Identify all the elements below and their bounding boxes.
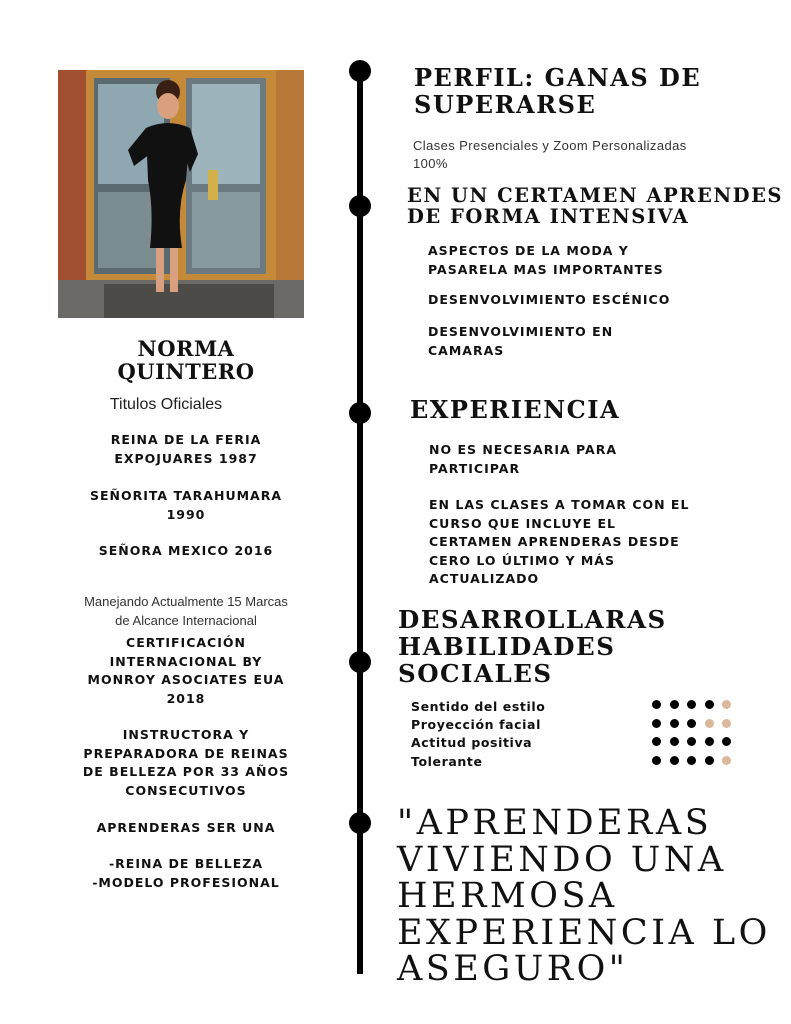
grid-dot — [670, 737, 679, 746]
habilidades-heading-line1: DESARROLLARAS — [398, 605, 667, 634]
profile-name-line2: QUINTERO — [117, 359, 255, 384]
certamen-item-3-line2: CAMARAS — [428, 343, 505, 358]
cert-line2: INTERNACIONAL BY — [109, 654, 263, 669]
grid-dot — [670, 756, 679, 765]
grid-dot — [652, 756, 661, 765]
skill-item: Tolerante — [411, 754, 483, 769]
certamen-item-3-line1: DESENVOLVIMIENTO EN — [428, 324, 614, 339]
skill-item: Proyección facial — [411, 717, 541, 732]
grid-dot — [687, 719, 696, 728]
cert-line1: CERTIFICACIÓN — [126, 635, 246, 650]
brands-line2: de Alcance Internacional — [115, 613, 257, 628]
experiencia-item-2-line4: CERO LO ÚLTIMO Y MÁS — [429, 553, 615, 568]
timeline-dot-habilidades — [349, 651, 371, 673]
skill-item: Sentido del estilo — [411, 699, 546, 714]
perfil-heading-line1: PERFIL: GANAS DE — [414, 63, 702, 92]
grid-dot — [705, 700, 714, 709]
certamen-item-2: DESENVOLVIMIENTO ESCÉNICO — [428, 292, 671, 307]
instructor-line3: DE BELLEZA POR 33 AÑOS — [82, 764, 290, 779]
title-3: SEÑORA MEXICO 2016 — [98, 543, 274, 558]
instructor-line4: CONSECUTIVOS — [125, 783, 247, 798]
timeline-dot-experiencia — [349, 402, 371, 424]
learn-item-2: -MODELO PROFESIONAL — [92, 875, 280, 890]
learn-item-1: -REINA DE BELLEZA — [108, 856, 264, 871]
skill-item: Actitud positiva — [411, 735, 533, 750]
learn-heading: APRENDERAS SER UNA — [96, 820, 276, 835]
habilidades-heading-line2: HABILIDADES — [398, 632, 616, 661]
grid-dot — [687, 737, 696, 746]
title-2-line2: 1990 — [166, 507, 206, 522]
grid-dot — [722, 719, 731, 728]
grid-dot — [652, 700, 661, 709]
habilidades-heading-line3: SOCIALES — [398, 659, 553, 688]
grid-dot — [670, 700, 679, 709]
experiencia-item-2-line3: CERTAMEN APRENDERAS DESDE — [429, 534, 680, 549]
experiencia-item-2-line5: ACTUALIZADO — [429, 571, 540, 586]
title-1-line2: EXPOJUARES 1987 — [114, 451, 258, 466]
title-2-line1: SEÑORITA TARAHUMARA — [89, 488, 283, 503]
experiencia-item-1-line1: NO ES NECESARIA PARA — [429, 442, 618, 457]
closing-quote: "APRENDERAS VIVIENDO UNA HERMOSA EXPERIENCIA LO ASEGURO" — [397, 803, 771, 989]
instructor-line1: INSTRUCTORA Y — [122, 727, 250, 742]
grid-dot — [652, 737, 661, 746]
experiencia-item-2-line1: EN LAS CLASES A TOMAR CON EL — [429, 497, 690, 512]
grid-dot — [705, 737, 714, 746]
grid-dot — [722, 737, 731, 746]
instructor-line2: PREPARADORA DE REINAS — [83, 746, 289, 761]
timeline-dot-perfil — [349, 60, 371, 82]
cert-line4: 2018 — [166, 691, 206, 706]
titles-heading: Titulos Oficiales — [109, 396, 223, 413]
cert-line3: MONROY ASOCIATES EUA — [87, 672, 285, 687]
perfil-heading-line2: SUPERARSE — [414, 90, 597, 119]
timeline-dot-quote — [349, 812, 371, 834]
profile-name-line1: NORMA — [137, 336, 235, 361]
profile-photo — [58, 70, 304, 318]
decorative-dot-grid — [652, 700, 736, 772]
certamen-heading-line2: DE FORMA INTENSIVA — [407, 205, 690, 228]
experiencia-item-1-line2: PARTICIPAR — [429, 461, 521, 476]
timeline-dot-certamen — [349, 195, 371, 217]
grid-dot — [705, 756, 714, 765]
grid-dot — [705, 719, 714, 728]
grid-dot — [687, 756, 696, 765]
grid-dot — [687, 700, 696, 709]
grid-dot — [670, 719, 679, 728]
grid-dot — [652, 719, 661, 728]
experiencia-heading: EXPERIENCIA — [410, 395, 621, 424]
grid-dot — [722, 756, 731, 765]
title-1-line1: REINA DE LA FERIA — [110, 432, 262, 447]
certamen-item-1-line1: ASPECTOS DE LA MODA Y — [428, 243, 629, 258]
perfil-text-line1: Clases Presenciales y Zoom Personalizadas — [413, 138, 687, 153]
certamen-item-1-line2: PASARELA MAS IMPORTANTES — [428, 262, 664, 277]
brands-line1: Manejando Actualmente 15 Marcas — [84, 594, 288, 609]
grid-dot — [722, 700, 731, 709]
experiencia-item-2-line2: CURSO QUE INCLUYE EL — [429, 516, 616, 531]
perfil-text-line2: 100% — [413, 156, 448, 171]
profile-photo-illustration — [58, 70, 304, 318]
certamen-heading-line1: EN UN CERTAMEN APRENDES — [407, 184, 784, 207]
